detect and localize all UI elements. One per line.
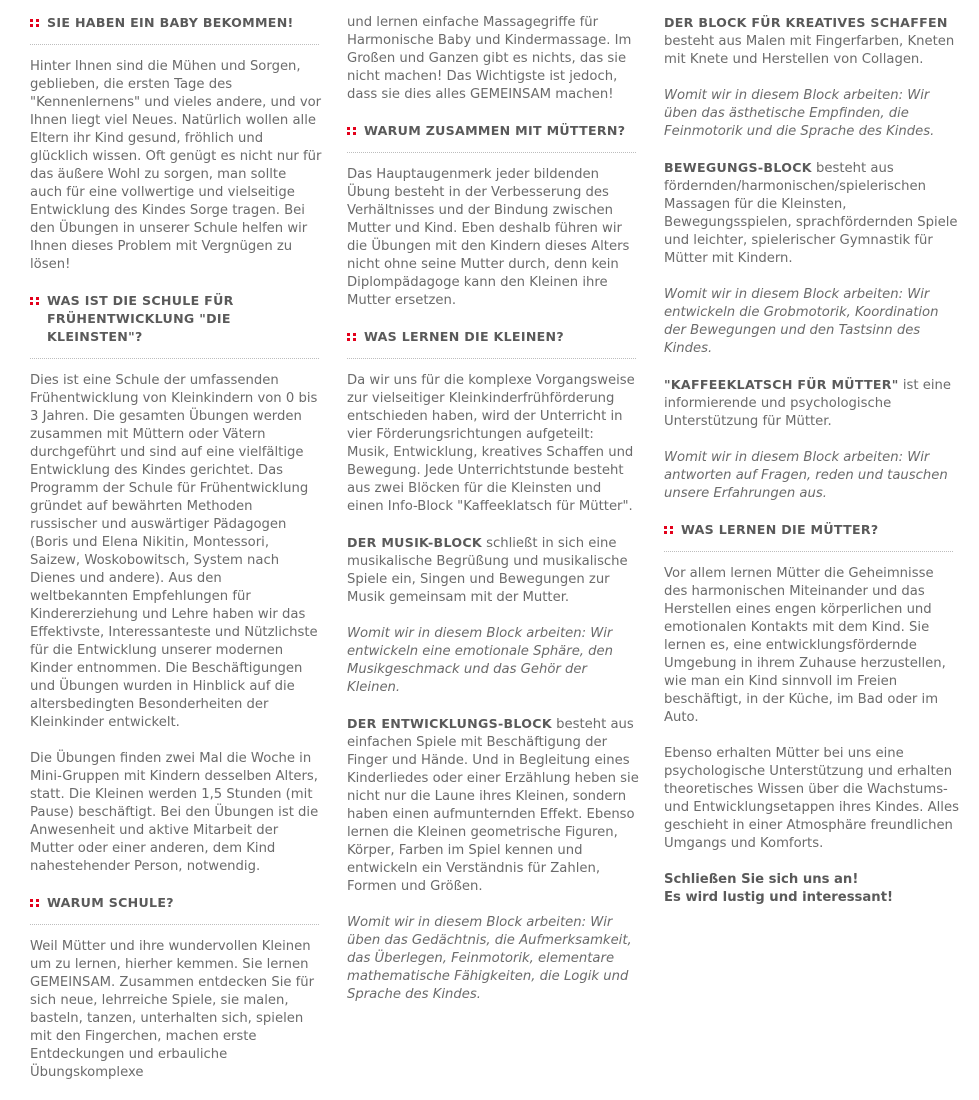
section-schule [30, 292, 322, 876]
bullet-icon [347, 126, 356, 135]
dotted-divider [664, 551, 953, 552]
dotted-divider [30, 44, 319, 45]
body-text: Hinter Ihnen sind die Mühen und Sorgen, geblieben, die ersten Tage des "Kennenlernens" und vieles andere, und vor Ihnen liegt viel Neues. Natürlich wollen alle Eltern ihr Kind gesund, fröhlich und glücklich wissen. Oft genügt es nicht nur für das äußere Wohl zu sorgen, man sollte auch für eine vollwertige und vielseitige Entwicklung des Kindes Sorge tragen. Bei den Übungen in unserer Schule helfen wir Ihnen dieses Problem mit Vergnügen zu lösen! [30, 59, 322, 272]
body-text: Da wir uns für die komplexe Vorgangsweise zur vielseitiger Kleinkinderfrühförderung entschieden haben, wird der Unterricht in vier Förderungsrichtungen aufgeteilt: Musik, Entwicklung, kreatives Schaffen und Bewegung. Jede Unterrichtstunde besteht aus zwei Blöcken für die Kleinsten und einen Info-Block "Kaffeeklatsch für Mütter". [347, 373, 635, 514]
section-heading: WAS IST DIE SCHULE FÜR FRÜHENTWICKLUNG "DIE KLEINSTEN"? [30, 292, 322, 346]
body-text: Die Übungen finden zwei Mal die Woche in Mini-Gruppen mit Kindern desselben Alters, statt. Die Kleinen werden 1,5 Stunden (mit Pause) beschäftigt. Bei den Übungen ist die Anwesenheit und aktive Mitarbeit der Mutter oder einer anderen, dem Kind nahestehender Person, notwendig. [30, 751, 319, 874]
body-text: Dies ist eine Schule der umfassenden Frühentwicklung von Kleinkindern von 0 bis 3 Jahren. Die gesamten Übungen werden zusammen mit Müttern oder Vätern durchgeführt und sind auf eine vielfältige Entwicklung des Kindes gerichtet. Das Programm der Schule für Frühentwicklung gründet auf bewährten Methoden russischer und auswärtiger Pädagogen (Boris und Elena Nikitin, Montessori, Saizew, Woskobowitsch, System nach Dienes und andere). Aus den weltbekannten Empfehlungen für Kindererziehung und Lehre haben wir das Effektivste, Interessanteste und Nützlichste für die Entwicklung unserer modernen Kinder entnommen. Die Beschäftigungen und Übungen wurden in Hinblick auf die altersbedingten Besonderheiten der Kleinkinder entwickelt. [30, 373, 318, 730]
closing-line-1: Schließen Sie sich uns an! [664, 872, 859, 887]
kaffee-block-text: "KAFFEEKLATSCH FÜR MÜTTER" ist eine informierende und psychologische Unterstützung für Mütter. [664, 377, 952, 429]
body-text-continuation: und lernen einfache Massagegriffe für Harmonische Baby und Kindermassage. Im Großen und Ganzen gibt es nichts, das sie nicht machen! Das Wichtigste ist jedoch, dass sie dies alles GEMEINSAM machen! [347, 15, 632, 102]
body-text: Weil Mütter und ihre wundervollen Kleinen um zu lernen, hierher kemmen. Sie lernen GEMEINSAM. Zusammen entdecken Sie für sich neue, lehrreiche Spiele, sie malen, basteln, tanzen, unterhalten sich, spielen mit den Fingerchen, machen erste Entdeckungen und erbauliche Übungskomplexe [30, 939, 315, 1080]
kaffee-block-label: "KAFFEEKLATSCH FÜR MÜTTER" [664, 377, 899, 392]
closing-line-2: Es wird lustig und interessant! [664, 890, 894, 905]
section-heading: WAS LERNEN DIE MÜTTER? [664, 521, 960, 539]
musik-block-goal: Womit wir in diesem Block arbeiten: Wir entwickeln eine emotionale Sphäre, den Musikgeschmack und das Gehör der Kleinen. [347, 626, 614, 695]
bullet-icon [30, 18, 39, 27]
dotted-divider [30, 358, 319, 359]
bewegung-block-text: BEWEGUNGS-BLOCK besteht aus fördernden/harmonischen/spielerischen Massagen für die Kleinsten, Bewegungsspielen, sprachfördernden Spiele und leichter, spielerischer Gymnastik für Mütter mit Kindern. [664, 160, 958, 266]
section-heading: WARUM SCHULE? [30, 894, 322, 912]
bewegung-block-label: BEWEGUNGS-BLOCK [664, 160, 812, 175]
kreativ-block-label: DER BLOCK FÜR KREATIVES SCHAFFEN [664, 15, 948, 30]
kreativ-block-text: DER BLOCK FÜR KREATIVES SCHAFFEN besteht aus Malen mit Fingerfarben, Kneten mit Knete und Herstellen von Collagen. [664, 15, 955, 67]
bewegung-block-goal: Womit wir in diesem Block arbeiten: Wir entwickeln die Grobmotorik, Koordination der Bewegungen und den Tastsinn des Kindes. [664, 287, 939, 356]
dotted-divider [347, 358, 636, 359]
section-muettern [347, 122, 639, 310]
column-left [30, 14, 322, 1100]
section-heading: WAS LERNEN DIE KLEINEN? [347, 328, 639, 346]
kreativ-block-goal: Womit wir in diesem Block arbeiten: Wir üben das ästhetische Empfinden, die Feinmotorik und die Sprache des Kindes. [664, 88, 935, 139]
section-muetter-lernen [664, 521, 960, 853]
body-text: Vor allem lernen Mütter die Geheimnisse des harmonischen Miteinander und das Herstellen eines engen körperlichen und emotionalen Kontakts mit dem Kind. Sie lernen es, eine entwicklungsfördernde Umgebung in ihrem Zuhause herzustellen, wie man ein Kind sinnvoll im Freien beschäftigt, in der Küche, im Bad oder im Auto. [664, 566, 946, 725]
dotted-divider [347, 152, 636, 153]
musik-block-text: DER MUSIK-BLOCK schließt in sich eine musikalische Begrüßung und musikalische Spiele ein, Singen und Bewegungen zur Musik gemeinsam mit der Mutter. [347, 535, 628, 605]
entwicklung-block-label: DER ENTWICKLUNGS-BLOCK [347, 716, 552, 731]
section-heading: SIE HABEN EIN BABY BEKOMMEN! [30, 14, 322, 32]
body-text: Das Hauptaugenmerk jeder bildenden Übung besteht in der Verbesserung des Verhältnisses und der Bindung zwischen Mutter und Kind. Eben deshalb führen wir die Übungen mit den Kindern dieses Alters nicht ohne seine Mutter durch, denn kein Diplompädagoge kann den Kleinen ihre Mutter ersetzen. [347, 167, 630, 308]
entwicklung-block-goal: Womit wir in diesem Block arbeiten: Wir üben das Gedächtnis, die Aufmerksamkeit, das Überlegen, Feinmotorik, elementare mathematische Fähigkeiten, die Logik und Sprache des Kindes. [347, 915, 632, 1002]
dotted-divider [30, 924, 319, 925]
bullet-icon [30, 296, 39, 305]
musik-block-label: DER MUSIK-BLOCK [347, 535, 482, 550]
column-middle [347, 14, 639, 1022]
section-baby [30, 14, 322, 274]
bullet-icon [664, 525, 673, 534]
entwicklung-block-text: DER ENTWICKLUNGS-BLOCK besteht aus einfachen Spiele mit Beschäftigung der Finger und Hände. Und in Begleitung eines Kinderliedes oder einer Erzählung heben sie nicht nur die Laune ihres Kleinen, sondern haben einen aufmunternden Effekt. Ebenso lernen die Kleinen geometrische Figuren, Körper, Farben im Spiel kennen und entwickeln ein Verständnis für Zahlen, Formen und Größen. [347, 716, 639, 894]
bullet-icon [30, 898, 39, 907]
section-kleinen [347, 328, 639, 1004]
body-text: Ebenso erhalten Mütter bei uns eine psychologische Unterstützung und erhalten theoretisches Wissen über die Wachstums- und Entwicklungsetappen ihres Kindes. Alles geschieht in einer Atmosphäre freundlichen Umgangs und Komforts. [664, 746, 959, 851]
bullet-icon [347, 332, 356, 341]
kaffee-block-goal: Womit wir in diesem Block arbeiten: Wir antworten auf Fragen, reden und tauschen unsere Erfahrungen aus. [664, 450, 948, 501]
column-right [664, 14, 960, 907]
section-heading: WARUM ZUSAMMEN MIT MÜTTERN? [347, 122, 639, 140]
section-warum-schule [30, 894, 322, 1082]
